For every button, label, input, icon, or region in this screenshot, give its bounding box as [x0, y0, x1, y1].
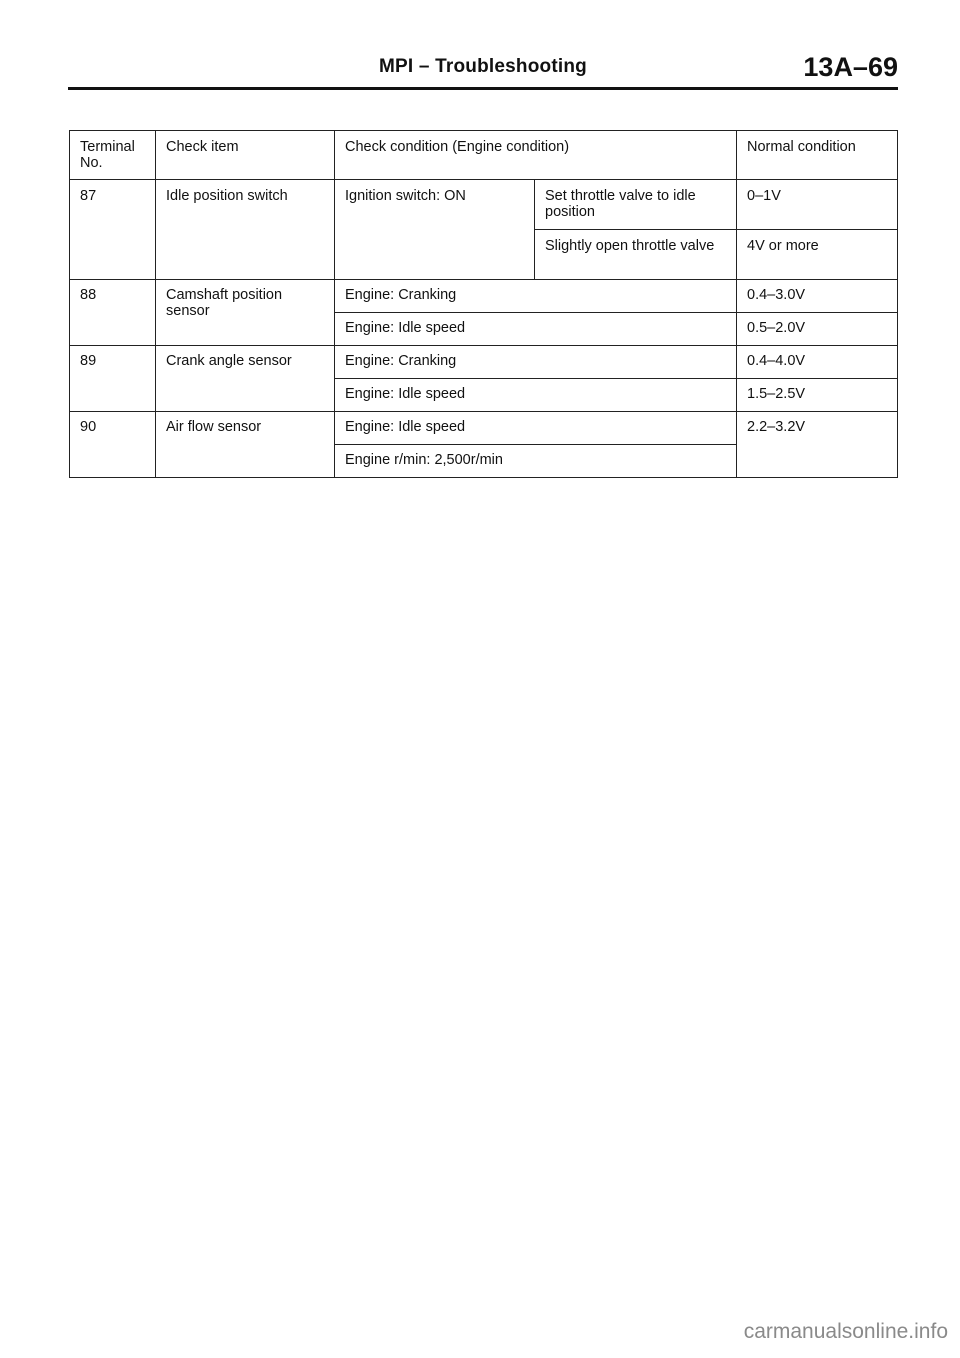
check-item: Air flow sensor — [156, 412, 335, 478]
header-divider — [68, 87, 898, 90]
check-sub-condition: Slightly open throttle valve — [535, 230, 737, 280]
terminal-check-table — [69, 130, 898, 478]
normal-condition: 0.5–2.0V — [737, 313, 898, 346]
check-condition: Ignition switch: ON — [335, 180, 535, 280]
column-header-normal-condition: Normal condition — [737, 131, 898, 180]
check-condition: Engine: Cranking — [335, 280, 737, 313]
check-condition: Engine r/min: 2,500r/min — [335, 445, 737, 478]
check-item: Camshaft position sensor — [156, 280, 335, 346]
normal-condition: 0–1V — [737, 180, 898, 230]
table-row — [70, 280, 898, 313]
terminal-number: 90 — [70, 412, 156, 478]
check-item: Idle position switch — [156, 180, 335, 280]
check-item: Crank angle sensor — [156, 346, 335, 412]
terminal-number: 89 — [70, 346, 156, 412]
check-condition: Engine: Cranking — [335, 346, 737, 379]
column-header-terminal: Terminal No. — [70, 131, 156, 180]
table-header-row — [70, 131, 898, 180]
terminal-number: 88 — [70, 280, 156, 346]
table-row — [70, 346, 898, 379]
column-header-check-item: Check item — [156, 131, 335, 180]
table-row — [70, 180, 898, 230]
check-condition: Engine: Idle speed — [335, 412, 737, 445]
table-row — [70, 412, 898, 445]
column-header-check-condition: Check condition (Engine condition) — [335, 131, 737, 180]
normal-condition: 0.4–3.0V — [737, 280, 898, 313]
site-watermark: carmanualsonline.info — [743, 1320, 948, 1343]
page-number: 13A–69 — [803, 52, 898, 82]
check-sub-condition: Set throttle valve to idle position — [535, 180, 737, 230]
normal-condition: 0.4–4.0V — [737, 346, 898, 379]
normal-condition: 1.5–2.5V — [737, 379, 898, 412]
terminal-number: 87 — [70, 180, 156, 280]
check-condition: Engine: Idle speed — [335, 313, 737, 346]
normal-condition: 4V or more — [737, 230, 898, 280]
check-condition: Engine: Idle speed — [335, 379, 737, 412]
page-title: MPI – Troubleshooting — [379, 56, 587, 77]
normal-condition: 2.2–3.2V — [737, 412, 898, 478]
page-header — [68, 52, 898, 90]
